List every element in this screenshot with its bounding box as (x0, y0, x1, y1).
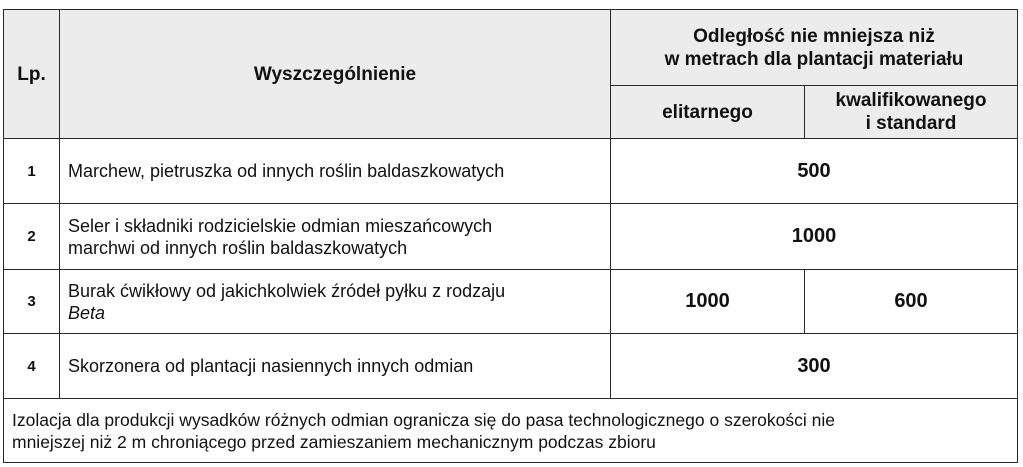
row-description-line1: Seler i składniki rodzicielskie odmian mieszańcowych (68, 215, 493, 236)
footer-note (4, 399, 1018, 463)
row-description (60, 204, 611, 270)
row-description: Marchew, pietruszka od innych roślin baldaszkowatych (60, 139, 611, 204)
table-row (4, 334, 1018, 399)
row-number: 1 (4, 139, 60, 204)
header-distance-line2: w metrach dla plantacji materiału (664, 48, 964, 70)
row-description: Skorzonera od plantacji nasiennych innych odmian (60, 334, 611, 399)
row-description (60, 270, 611, 334)
table-row (4, 139, 1018, 204)
header-distance (611, 10, 1018, 86)
header-specification: Wyszczególnienie (60, 10, 611, 139)
footer-note-line1: Izolacja dla produkcji wysadków różnych odmian ogranicza się do pasa technologicznego o szerokości nie (12, 409, 835, 430)
row-description-line2: marchwi od innych roślin baldaszkowatych (68, 237, 408, 258)
table-row (4, 204, 1018, 270)
row-distance-value: 500 (611, 139, 1018, 204)
header-distance-line1: Odległość nie mniejsza niż (693, 25, 935, 47)
isolation-distance-table (3, 9, 1018, 463)
row-number: 2 (4, 204, 60, 270)
table-row (4, 270, 1018, 334)
row-distance-elite: 1000 (611, 270, 805, 334)
header-qualified-line1: kwalifikowanego (835, 90, 987, 111)
header-elite: elitarnego (611, 86, 805, 139)
row-distance-value: 300 (611, 334, 1018, 399)
row-number: 3 (4, 270, 60, 334)
header-qualified (805, 86, 1018, 139)
row-distance-qualified: 600 (805, 270, 1018, 334)
row-description-line1: Burak ćwikłowy od jakichkolwiek źródeł pyłku z rodzaju (68, 280, 506, 301)
footer-note-line2: mniejszej niż 2 m chroniącego przed zamieszaniem mechanicznym podczas zbioru (12, 431, 656, 452)
row-distance-value: 1000 (611, 204, 1018, 270)
row-number: 4 (4, 334, 60, 399)
header-lp: Lp. (4, 10, 60, 139)
row-description-genus: Beta (68, 302, 106, 323)
header-qualified-line2: i standard (865, 113, 957, 134)
